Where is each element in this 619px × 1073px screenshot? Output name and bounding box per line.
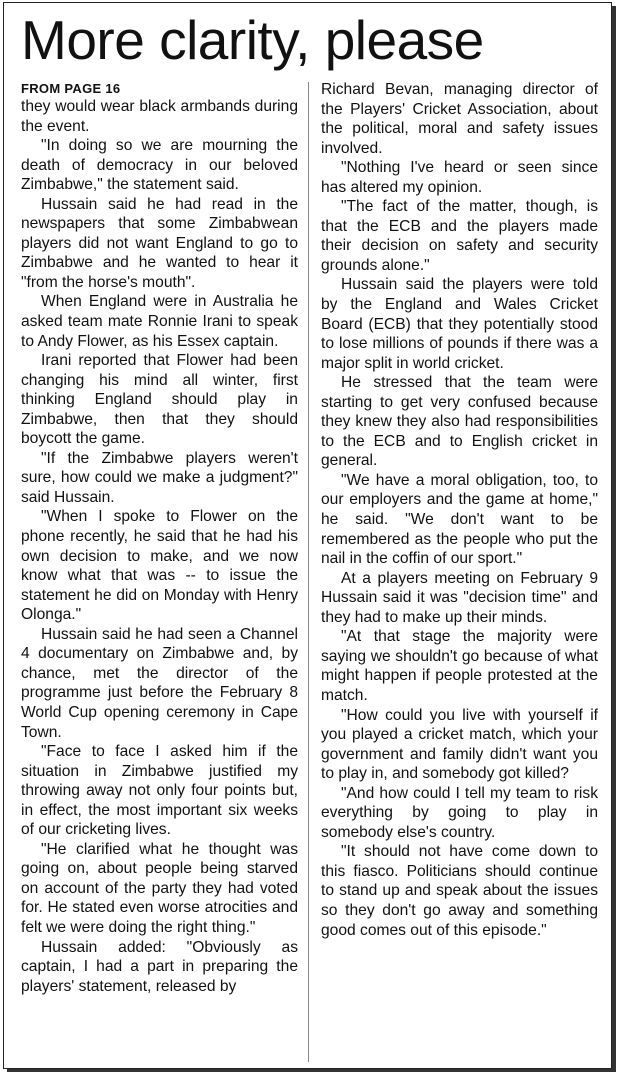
frame-shadow-bottom <box>7 1069 616 1072</box>
paragraph: "He clarified what he thought was going on, about people being starved on account of the party they had voted for. He stated even worse atrocities and felt we were doing the right thing." <box>21 840 298 936</box>
paragraph: they would wear black armbands during the event. <box>21 98 298 135</box>
paragraph: "When I spoke to Flower on the phone recently, he said that he had his own decision to make, and we now know what that was -- to issue the statement he did on Monday with Henry Olonga." <box>21 508 298 624</box>
paragraph: "The fact of the matter, though, is that the ECB and the players made their decision on safety and security grounds alone." <box>321 198 598 274</box>
paragraph: "At that stage the majority were saying we shouldn't go because of what might happen if people protested at the match. <box>321 628 598 704</box>
paragraph: Hussain said the players were told by the England and Wales Cricket Board (ECB) that they potentially stood to lose millions of pounds if there was a major split in world cricket. <box>321 276 598 372</box>
paragraph: "It should not have come down to this fiasco. Politicians should continue to stand up and speak about the issues so they don't go away and something good comes out of this episode." <box>321 843 598 939</box>
paragraph: "If the Zimbabwe players weren't sure, how could we make a judgment?" said Hussain. <box>21 449 298 506</box>
paragraph: He stressed that the team were starting to get very confused because they knew they also had responsibilities to the ECB and to English cricket in general. <box>321 374 598 470</box>
right-column <box>321 80 598 940</box>
paragraph: Hussain said he had seen a Channel 4 documentary on Zimbabwe and, by chance, met the director of the programme just before the February 8 World Cup opening ceremony in Cape Town. <box>21 625 298 741</box>
paragraph: Hussain said he had read in the newspapers that some Zimbabwean players did not want England to go to Zimbabwe and he wanted to hear it "from the horse's mouth". <box>21 195 298 291</box>
paragraph: "Face to face I asked him if the situation in Zimbabwe justified my throwing away not only four points but, in effect, the most important six weeks of our cricketing lives. <box>21 743 298 839</box>
paragraph: "How could you live with yourself if you played a cricket match, which your government and family didn't want you to play in, and somebody got killed? <box>321 706 598 783</box>
column-divider <box>308 82 309 1062</box>
paragraph: "We have a moral obligation, too, to our employers and the game at home," he said. "We don't want to be remembered as the people who put the nail in the coffin of our sport." <box>321 471 598 568</box>
paragraph: Richard Bevan, managing director of the Players' Cricket Association, about the political, moral and safety issues involved. <box>321 81 598 157</box>
paragraph: Hussain added: "Obviously as captain, I had a part in preparing the players' statement, released by <box>21 938 298 995</box>
left-column <box>21 80 298 996</box>
paragraph: When England were in Australia he asked team mate Ronnie Irani to speak to Andy Flower, as his Essex captain. <box>21 293 298 350</box>
paragraph: "Nothing I've heard or seen since has altered my opinion. <box>321 159 598 196</box>
frame-shadow-right <box>612 6 616 1072</box>
jump-label: FROM PAGE 16 <box>21 81 121 96</box>
paragraph: At a players meeting on February 9 Hussain said it was "decision time" and they had to make up their minds. <box>321 569 598 626</box>
paragraph: Irani reported that Flower had been changing his mind all winter, first thinking England should play in Zimbabwe, then that they should boycott the game. <box>21 352 298 448</box>
headline: More clarity, please <box>21 9 484 71</box>
paragraph: "And how could I tell my team to risk everything by going to play in somebody else's country. <box>321 784 598 841</box>
paragraph: "In doing so we are mourning the death of democracy in our beloved Zimbabwe," the statement said. <box>21 137 298 194</box>
